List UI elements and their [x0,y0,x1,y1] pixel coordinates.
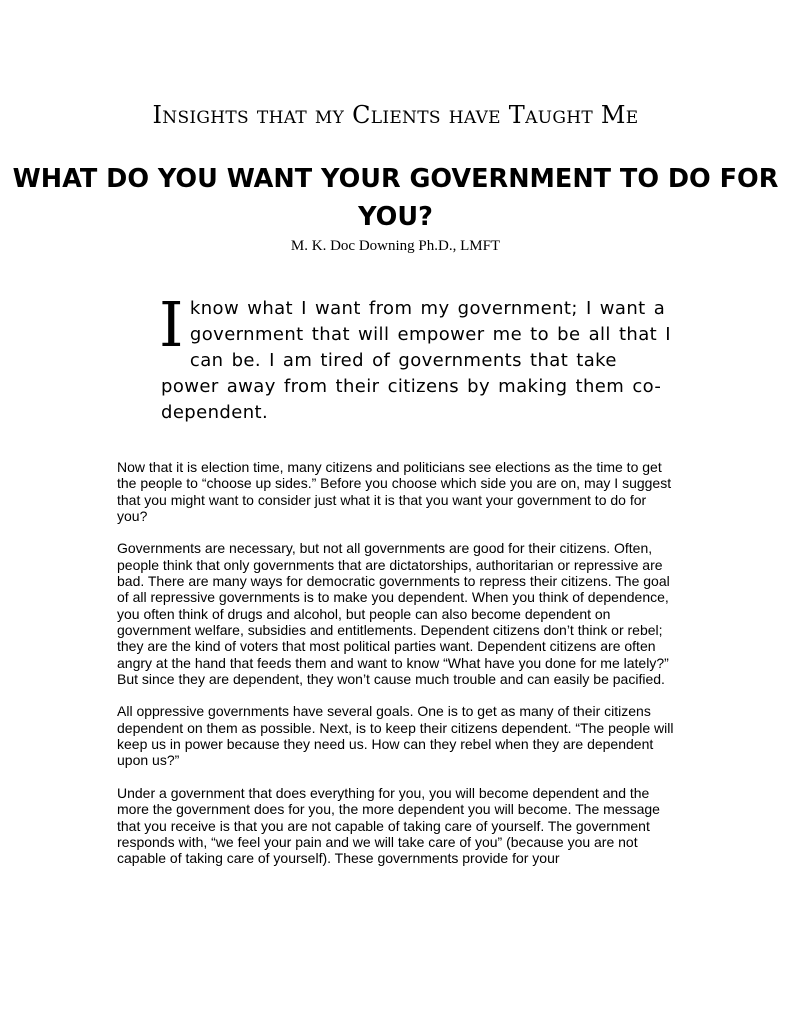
author-byline: M. K. Doc Downing Ph.D., LMFT [290,238,501,254]
series-title: Insights that my Clients have Taught Me [152,101,639,129]
intro-text: know what I want from my government; I want a government that will empower me to be all that I can be. I am tired of governments that take power away from their citizens by making them co-dependent. [161,298,671,423]
body-paragraph-4: Under a government that does everything for you, you will become dependent and the more the government does for you, the more dependent you will become. The message that you receive is that you are not capable of taking care of yourself. The government responds with, “we feel your pain and we will take care of you” (because you are not capable of taking care of yourself). These governments provide for your [117,784,660,867]
body-paragraph-3: All oppressive governments have several goals. One is to get as many of their citizens dependent on them as possible. Next, is to keep their citizens dependent. “The people will keep us in power because they need us. How can they rebel when they are dependent upon us?” [117,703,674,769]
body-paragraph-1: Now that it is election time, many citizens and politicians see elections as the time to get the people to “choose up sides.” Before you choose which side you are on, may I suggest that you might want to consider just what it is that you want your government to do for you? [117,459,672,524]
page-title-text: WHAT DO YOU WANT YOUR GOVERNMENT TO DO FOR YOU? [12,164,779,232]
article-body [117,459,677,883]
body-paragraph-2: Governments are necessary, but not all governments are good for their citizens. Often, people think that only governments that are dictatorships, authoritarian or repressive are bad. There are many ways for democratic governments to repress their citizens. The goal of all repressive governments is to make you dependent. When you think of dependence, you often think of drugs and alcohol, but people can also become dependent on government welfare, subsidies and entitlements. Dependent citizens don’t think or rebel; they are the kind of voters that most political parties want. Dependent citizens are often angry at the hand that feeds them and want to know “What have you done for me lately?” But since they are dependent, they won’t cause much trouble and can easily be pacified. [117,540,670,687]
drop-cap: I [159,288,184,361]
page-title [0,160,791,236]
intro-paragraph [159,288,676,426]
